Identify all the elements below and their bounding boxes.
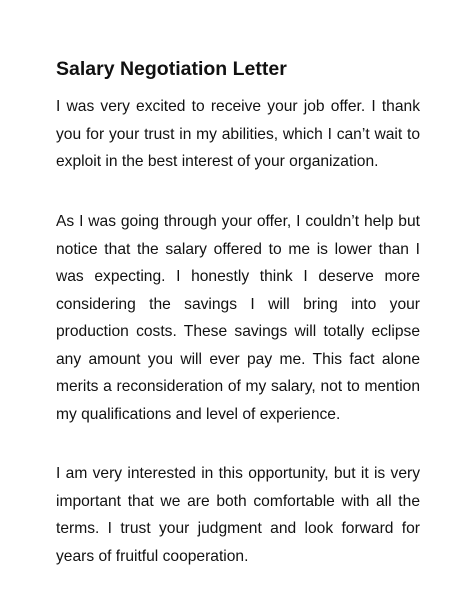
paragraph-3: I am very interested in this opportunity, but it is very important that we are both comfortable with all the terms. I trust your judgment and look forward for years of fruitful cooperation.	[56, 465, 420, 565]
paragraph-1: I was very excited to receive your job offer. I thank you for your trust in my abilities, which I can’t wait to exploit in the best interest of your organization.	[56, 98, 420, 170]
letter-title: Salary Negotiation Letter	[56, 58, 287, 80]
paragraph-2: As I was going through your offer, I couldn’t help but notice that the salary offered to me is lower than I was expecting. I honestly think I deserve more considering the savings I will bring into your production costs. These savings will totally eclipse any amount you will ever pay me. This fact alone merits a reconsideration of my salary, not to mention my qualifications and level of experience.	[56, 213, 420, 423]
